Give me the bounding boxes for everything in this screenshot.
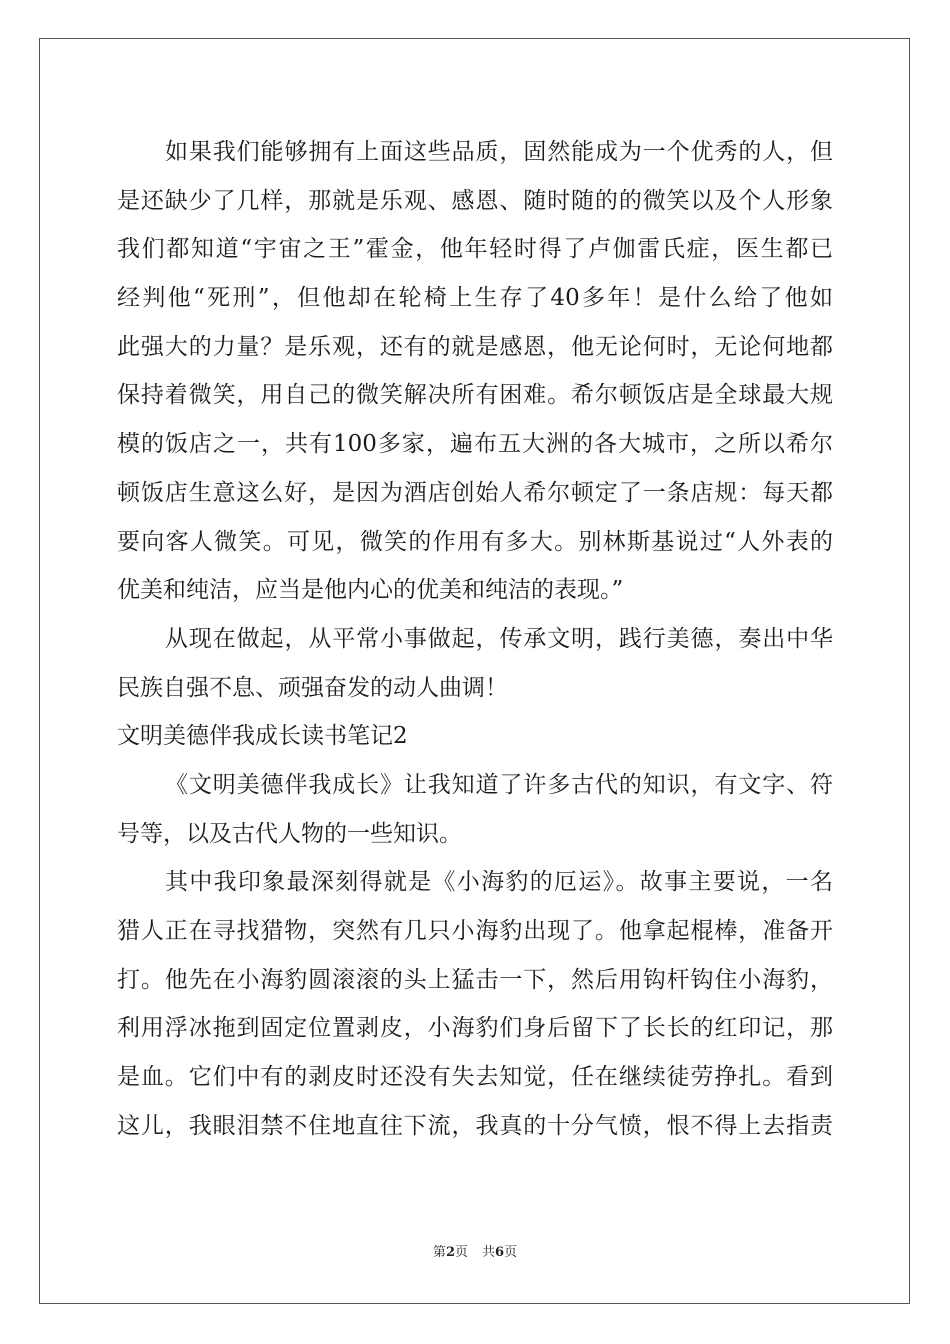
text-line: 《文明美德伴我成长》让我知道了许多古代的知识，有文字、符 (165, 771, 833, 798)
text-line: 猎人正在寻找猎物，突然有几只小海豹出现了。他拿起棍棒，准备开 (117, 918, 833, 944)
text-line: 号等，以及古代人物的一些知识。 (117, 820, 462, 847)
document-body (117, 128, 833, 1150)
text-line: 打。他先在小海豹圆滚滚的头上猛击一下，然后用钩杆钩住小海豹， (117, 966, 833, 993)
text-line: 利用浮冰拖到固定位置剥皮，小海豹们身后留下了长长的红印记，那 (117, 1015, 833, 1042)
text-line: 此强大的力量？是乐观，还有的就是感恩，他无论何时，无论何地都 (117, 333, 833, 360)
text-line: 保持着微笑，用自己的微笑解决所有困难。希尔顿饭店是全球最大规 (117, 382, 833, 409)
text-line: 经判他“死刑”，但他却在轮椅上生存了40多年！是什么给了他如 (117, 285, 833, 312)
page-number: 2 (445, 1245, 455, 1260)
text-line: 顿饭店生意这么好，是因为酒店创始人希尔顿定了一条店规：每天都 (117, 479, 833, 506)
text-line: 民族自强不息、顽强奋发的动人曲调！ (117, 674, 508, 701)
text-line: 模的饭店之一，共有100多家，遍布五大洲的各大城市，之所以希尔 (117, 431, 833, 458)
page-footer (0, 1241, 950, 1260)
total-prefix: 共 (482, 1245, 496, 1260)
page-prefix: 第 (432, 1245, 446, 1260)
section-heading: 文明美德伴我成长读书笔记2 (117, 723, 408, 750)
text-line: 要向客人微笑。可见，微笑的作用有多大。别林斯基说过“人外表的 (117, 528, 833, 555)
text-line: 这儿，我眼泪禁不住地直往下流，我真的十分气愤，恨不得上去指责 (117, 1112, 833, 1139)
text-line: 从现在做起，从平常小事做起，传承文明，践行美德，奏出中华 (165, 625, 833, 652)
text-line: 是血。它们中有的剥皮时还没有失去知觉，任在继续徒劳挣扎。看到 (117, 1064, 833, 1091)
text-line: 如果我们能够拥有上面这些品质，固然能成为一个优秀的人，但 (165, 139, 833, 165)
total-suffix: 页 (504, 1245, 518, 1260)
total-pages: 6 (495, 1245, 505, 1260)
text-line: 优美和纯洁，应当是他内心的优美和纯洁的表现。” (117, 577, 624, 604)
text-line: 是还缺少了几样，那就是乐观、感恩、随时随的的微笑以及个人形象 (117, 187, 833, 214)
page-suffix: 页 (454, 1245, 468, 1260)
text-line: 我们都知道“宇宙之王”霍金，他年轻时得了卢伽雷氏症，医生都已 (117, 236, 833, 263)
text-line: 其中我印象最深刻得就是《小海豹的厄运》。故事主要说，一名 (165, 869, 833, 896)
